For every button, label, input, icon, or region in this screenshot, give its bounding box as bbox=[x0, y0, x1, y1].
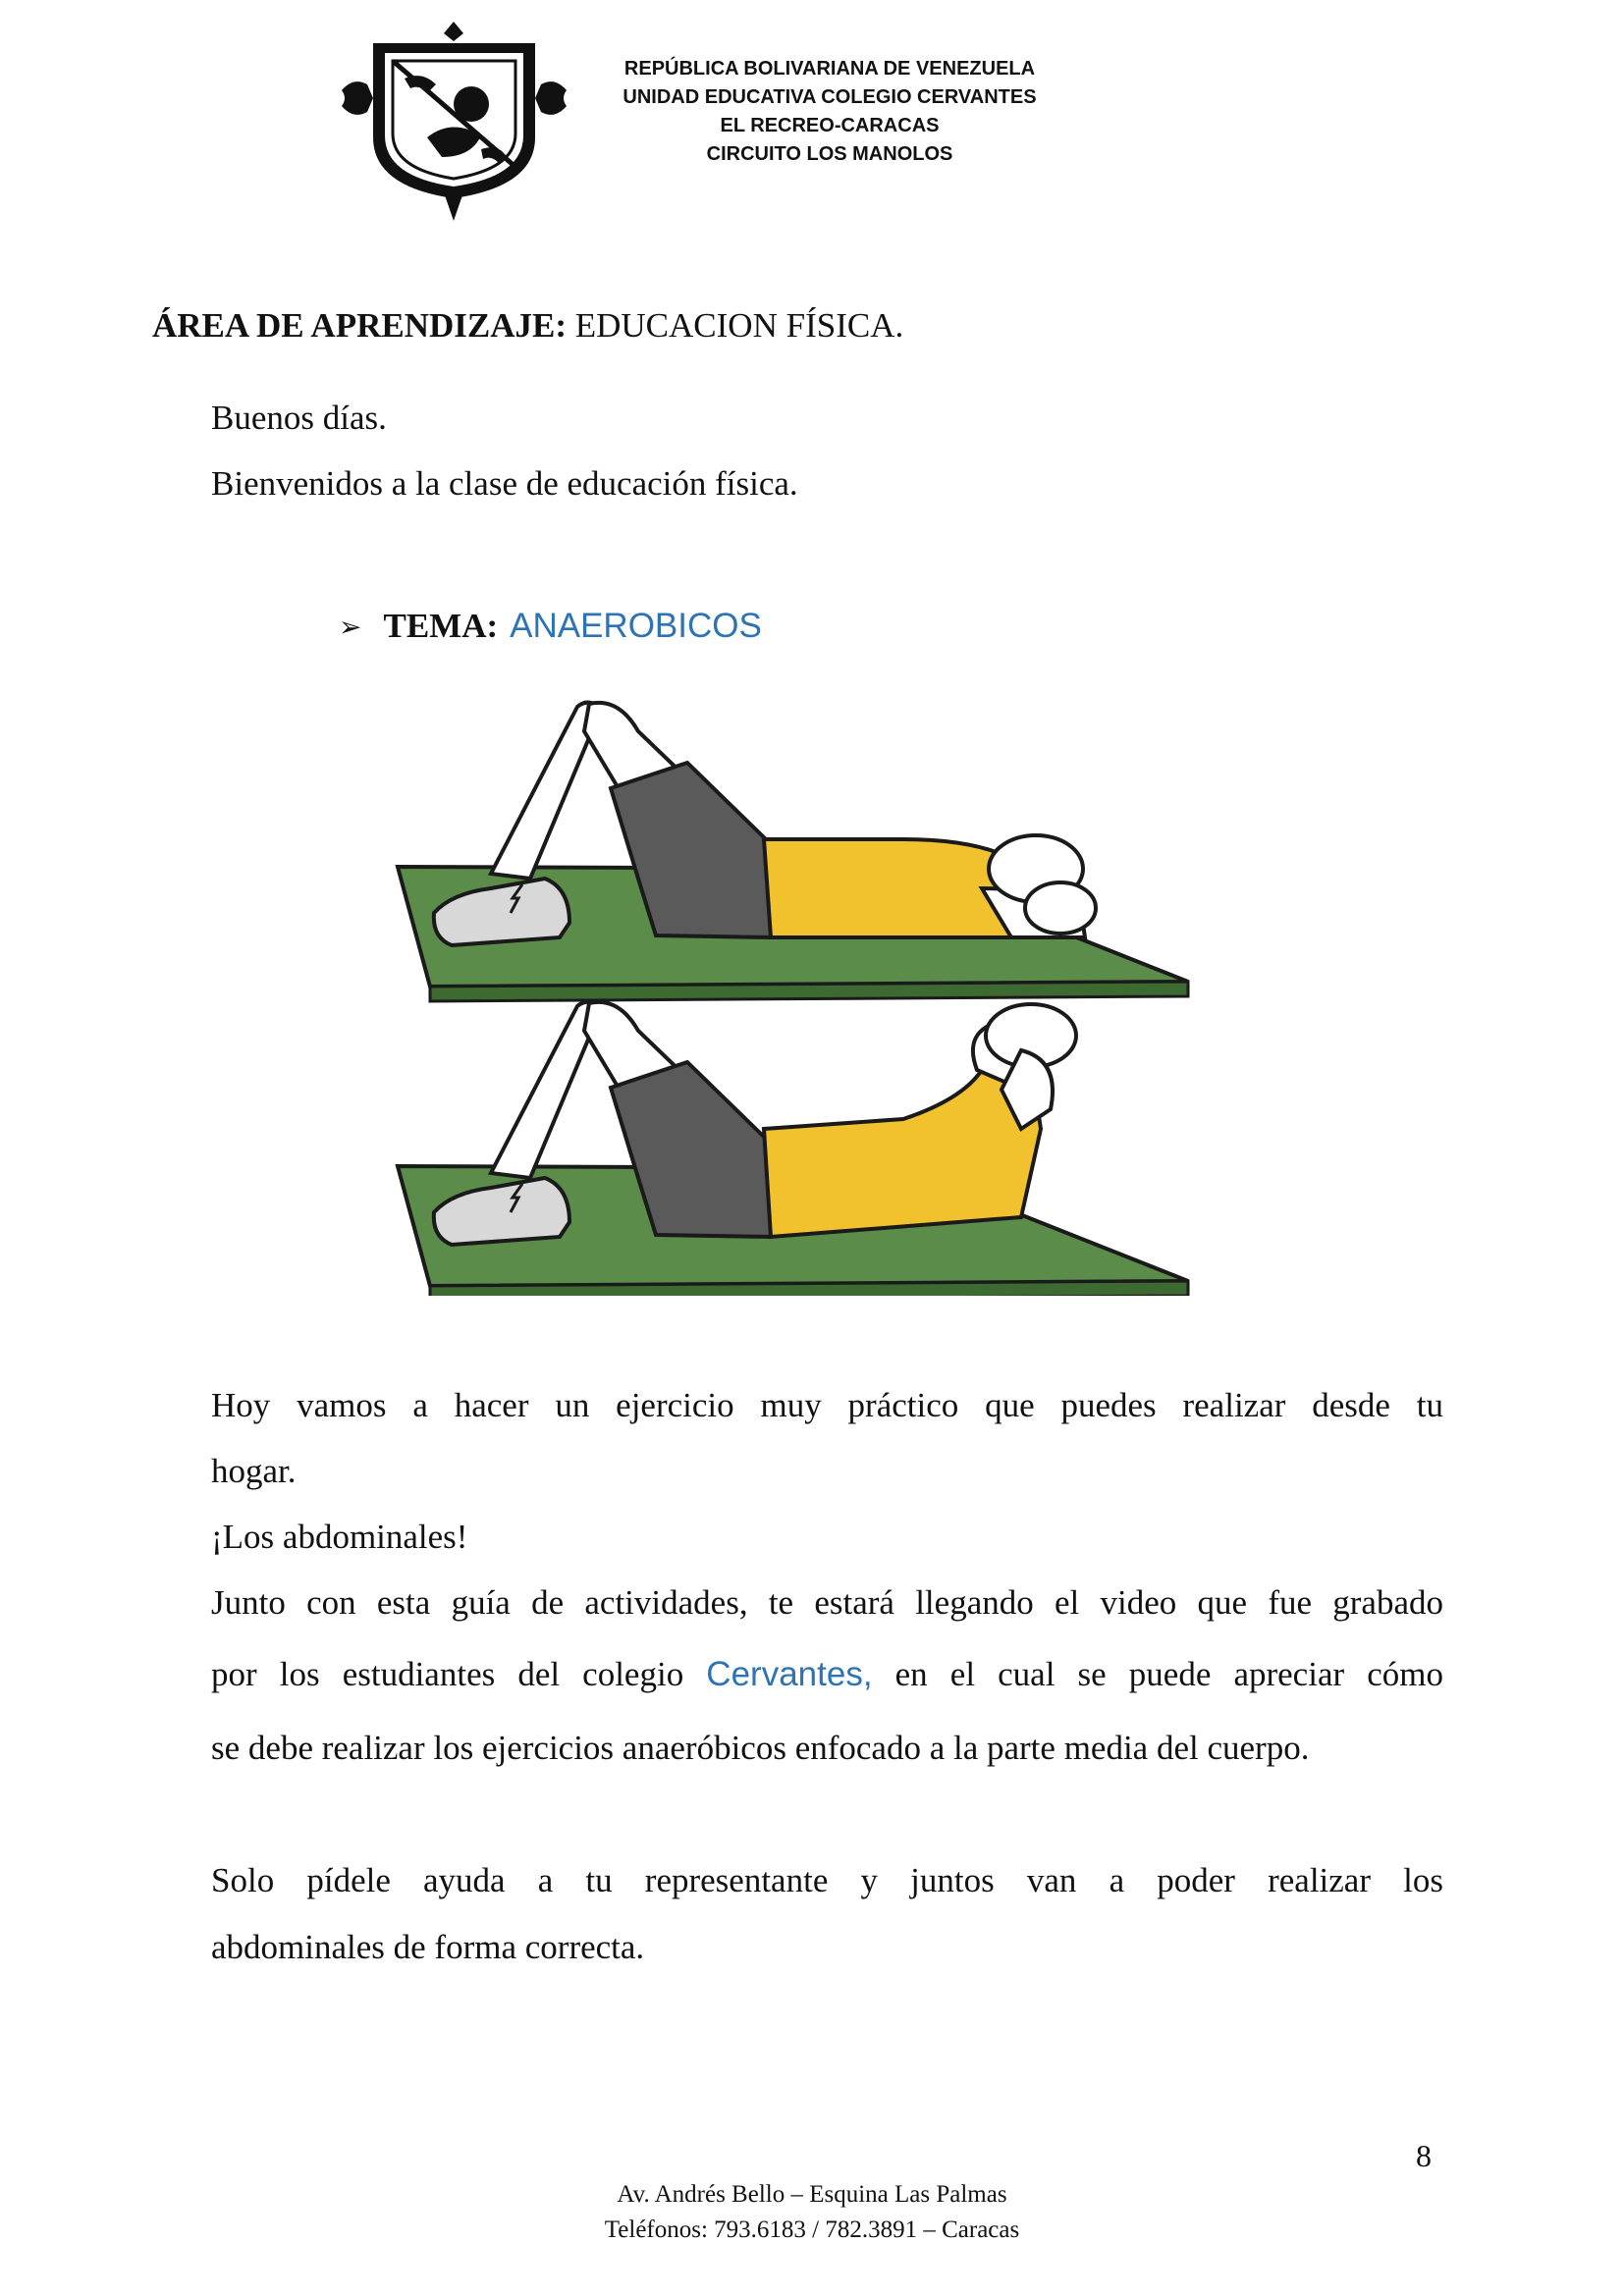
crunch-start-figure bbox=[398, 703, 1188, 1001]
body-line bbox=[211, 1641, 1443, 1707]
footer-line-phones: Teléfonos: 793.6183 / 782.3891 – Caracas bbox=[604, 2216, 1020, 2243]
footer-line-address: Av. Andrés Bello – Esquina Las Palmas bbox=[617, 2181, 1007, 2208]
body-line: Hoy vamos a hacer un ejercicio muy práctico que puedes realizar desde tu bbox=[211, 1386, 1443, 1424]
body-line: hogar. bbox=[211, 1452, 297, 1490]
school-header bbox=[565, 55, 1095, 169]
body-line: Junto con esta guía de actividades, te estará llegando el video que fue grabado bbox=[211, 1583, 1443, 1622]
body-line: Solo pídele ayuda a tu representante y juntos van a poder realizar los bbox=[211, 1861, 1443, 1899]
body-text: en el cual se puede apreciar cómo bbox=[872, 1655, 1443, 1693]
school-crest-icon bbox=[334, 20, 574, 226]
body-line: se debe realizar los ejercicios anaeróbicos enfocado a la parte media del cuerpo. bbox=[211, 1729, 1310, 1767]
page-number: 8 bbox=[1416, 2138, 1432, 2173]
footer-address bbox=[0, 2177, 1624, 2248]
topic-value: ANAEROBICOS bbox=[510, 607, 762, 645]
crunch-up-figure bbox=[398, 1002, 1188, 1296]
learning-area bbox=[152, 306, 903, 346]
school-name-highlight: Cervantes, bbox=[706, 1655, 873, 1693]
welcome-line: Bienvenidos a la clase de educación física. bbox=[211, 464, 798, 503]
header-line-country: REPÚBLICA BOLIVARIANA DE VENEZUELA bbox=[623, 58, 1036, 80]
header-line-school: UNIDAD EDUCATIVA COLEGIO CERVANTES bbox=[623, 86, 1037, 108]
greeting-line: Buenos días. bbox=[211, 399, 387, 437]
arrow-bullet-icon: ➢ bbox=[339, 610, 362, 643]
body-line: abdominales de forma correcta. bbox=[211, 1928, 645, 1966]
body-line: ¡Los abdominales! bbox=[211, 1518, 468, 1556]
header-line-district: EL RECREO-CARACAS bbox=[720, 115, 940, 136]
learning-area-label: ÁREA DE APRENDIZAJE: bbox=[152, 306, 567, 345]
topic-label: TEMA: bbox=[383, 607, 499, 645]
learning-area-value: EDUCACION FÍSICA. bbox=[567, 306, 904, 345]
crunch-exercise-illustration bbox=[393, 692, 1208, 1296]
header-line-circuit: CIRCUITO LOS MANOLOS bbox=[706, 143, 953, 165]
topic-line bbox=[339, 607, 762, 646]
body-text: por los estudiantes del colegio bbox=[211, 1655, 707, 1693]
